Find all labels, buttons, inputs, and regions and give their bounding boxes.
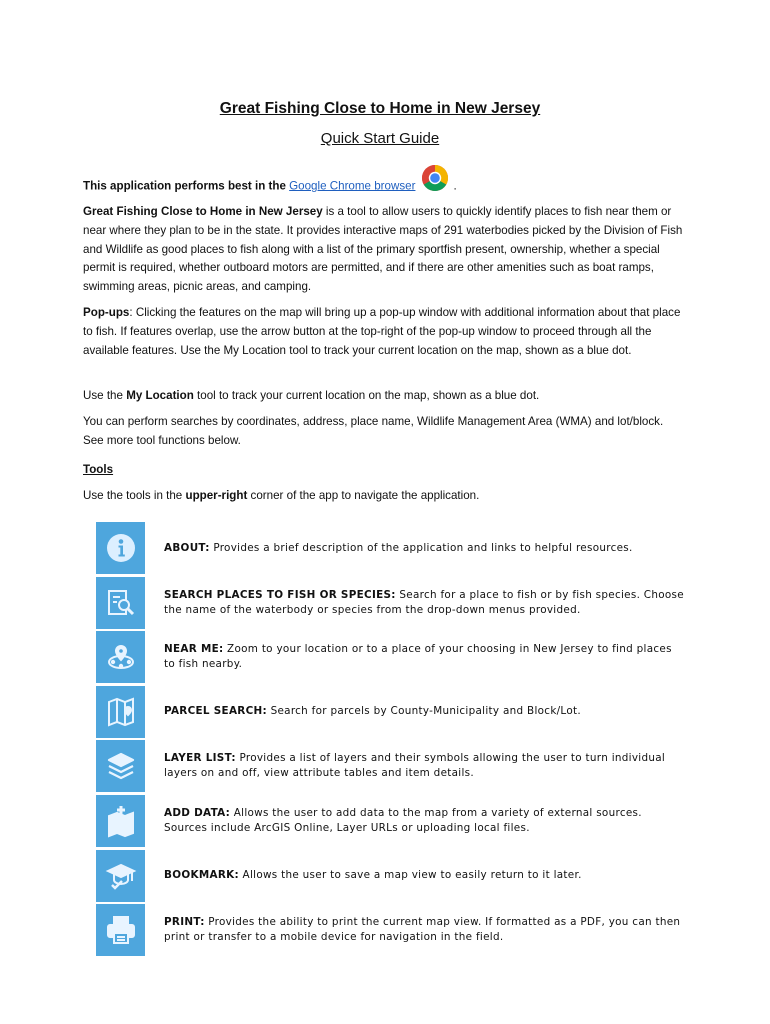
- near-me-icon: [96, 631, 145, 683]
- searches-paragraph: You can perform searches by coordinates, address, place name, Wildlife Management Area (WMA) and lot/block. See more tool functions below.: [83, 415, 664, 447]
- popups-bold: Pop-ups: [83, 306, 130, 319]
- intro-text: is a tool to allow users to quickly identify places to fish near them or near where they plan to be in the state. It provides interactive maps of 291 waterbodies picked by the Division of Fish and Wildlife as good places to fish along with a list of the primary sportfish present, ownership, whether a special permit is required, whether outboard motors are permitted, and if there are other amenities such as boat ramps, swimming areas, picnic areas, and camping.: [83, 205, 683, 294]
- tool-about-label: ABOUT:: [164, 541, 210, 554]
- tool-print-label: PRINT:: [164, 916, 205, 929]
- tool-about: [96, 522, 680, 574]
- printer-icon: [96, 904, 145, 956]
- page-title: Great Fishing Close to Home in New Jersey: [219, 100, 541, 117]
- tool-near-me-text: [164, 631, 684, 683]
- tool-search-places: [96, 577, 684, 629]
- tools-intro-bold: upper-right: [185, 489, 248, 502]
- tool-add-data-text: [164, 795, 684, 847]
- tool-bookmark: [96, 850, 680, 902]
- tool-about-desc: Provides a brief description of the application and links to helpful resources.: [209, 541, 633, 554]
- tools-intro: [83, 487, 683, 506]
- tool-parcel-search-text: [164, 686, 684, 738]
- tool-bookmark-text: [164, 850, 684, 902]
- tool-layer-list-text: [164, 740, 684, 792]
- tool-layer-list-desc: Provides a list of layers and their symbols allowing the user to turn individual layers on and off, view attribute tables and item details.: [164, 752, 666, 780]
- bookmark-icon: [96, 850, 145, 902]
- mylocation-prefix: Use the: [83, 389, 127, 402]
- tools-intro-prefix: Use the tools in the: [83, 489, 186, 502]
- popups-paragraph: [83, 304, 683, 360]
- tools-intro-suffix: corner of the app to navigate the application.: [247, 489, 480, 502]
- intro-paragraph: [83, 203, 683, 297]
- search-places-icon: [96, 577, 145, 629]
- tool-add-data-desc: Allows the user to add data to the map from a variety of external sources. Sources include ArcGIS Online, Layer URLs or uploading local files.: [164, 806, 642, 834]
- browser-note: [83, 174, 683, 199]
- tool-bookmark-desc: Allows the user to save a map view to easily return to it later.: [238, 869, 582, 882]
- layers-icon: [96, 740, 145, 792]
- mylocation-bold: My Location: [126, 389, 194, 402]
- info-icon: [96, 522, 145, 574]
- browser-note-suffix: .: [453, 179, 457, 193]
- tool-search-places-desc: Search for a place to fish or by fish species. Choose the name of the waterbody or species from the drop-down menus provided.: [164, 588, 684, 616]
- tool-parcel-search-desc: Search for parcels by County-Municipality and Block/Lot.: [266, 705, 581, 718]
- tool-print: [96, 904, 680, 956]
- tool-add-data: [96, 795, 680, 847]
- chrome-logo-icon: [421, 164, 449, 199]
- tool-layer-list: [96, 740, 680, 792]
- tool-add-data-label: ADD DATA:: [164, 806, 231, 819]
- tool-print-desc: Provides the ability to print the current map view. If formatted as a PDF, you can then print or transfer to a mobile device for navigation in the field.: [164, 916, 681, 944]
- tool-print-text: [164, 904, 684, 956]
- tool-search-places-label: SEARCH PLACES TO FISH OR SPECIES:: [164, 588, 396, 601]
- tool-parcel-search: [96, 686, 680, 738]
- tool-near-me-desc: Zoom to your location or to a place of your choosing in New Jersey to find places to fish nearby.: [164, 643, 672, 671]
- page-subtitle: Quick Start Guide: [320, 130, 440, 147]
- tool-bookmark-label: BOOKMARK:: [164, 869, 239, 882]
- intro-bold: Great Fishing Close to Home in New Jersey: [83, 205, 323, 218]
- tool-layer-list-label: LAYER LIST:: [164, 752, 236, 765]
- tool-search-places-text: [164, 577, 684, 629]
- tool-near-me-label: NEAR ME:: [164, 643, 224, 656]
- add-data-icon: [96, 795, 145, 847]
- browser-note-prefix: This application performs best in the: [83, 179, 290, 193]
- tools-heading: Tools: [83, 463, 114, 476]
- tools-list: [96, 522, 684, 959]
- popups-text: : Clicking the features on the map will bring up a pop-up window with additional information about that place to fish. If features overlap, use the arrow button at the top-right of the pop-up window to proceed through all the available features. Use the My Location tool to track your current location on the map, shown as a blue dot.: [83, 306, 681, 357]
- mylocation-suffix: tool to track your current location on the map, shown as a blue dot.: [193, 389, 540, 402]
- tool-about-text: [164, 522, 684, 574]
- mylocation-paragraph: [83, 387, 683, 406]
- tool-near-me: [96, 631, 680, 683]
- tool-parcel-search-label: PARCEL SEARCH:: [164, 705, 267, 718]
- chrome-browser-link[interactable]: Google Chrome browser: [289, 179, 416, 193]
- parcel-map-icon: [96, 686, 145, 738]
